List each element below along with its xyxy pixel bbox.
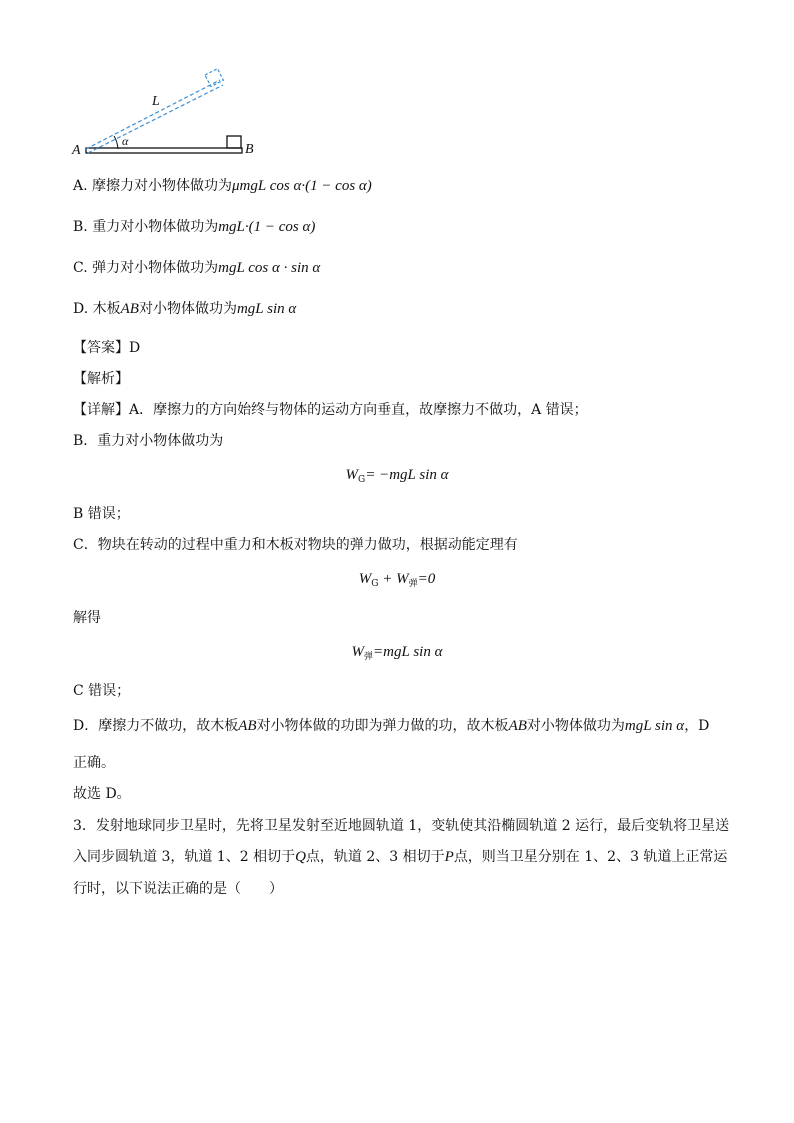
option-b: B. 重力对小物体做功为mgL·(1 − cos α) bbox=[73, 219, 316, 235]
answer-line: 【答案】D bbox=[73, 340, 141, 356]
solve-label: 解得 bbox=[73, 610, 101, 626]
question3-line3: 行时，以下说法正确的是（ ） bbox=[73, 881, 283, 897]
incline-figure bbox=[0, 0, 794, 170]
block-rotated-dashed bbox=[205, 69, 223, 87]
equation-2: $W_G + W_弹=0$ bbox=[358, 571, 436, 589]
label-a: A bbox=[72, 143, 81, 158]
question3-line1: 3．发射地球同步卫星时，先将卫星发射至近地圆轨道 1，变轨使其沿椭圆轨道 2 运行，最后变轨将卫星送 bbox=[73, 818, 730, 834]
option-a: A. 摩擦力对小物体做功为μmgL cos α·(1 − cos α) bbox=[73, 178, 372, 194]
question3-line2: 入同步圆轨道 3，轨道 1、2 相切于Q点，轨道 2、3 相切于P点，则当卫星分别在 1、2、3 轨道上正常运 bbox=[73, 849, 728, 865]
option-c: C. 弹力对小物体做功为mgL cos α · sin α bbox=[73, 260, 321, 276]
explanation-d: D．摩擦力不做功，故木板AB对小物体做的功即为弹力做的功，故木板AB对小物体做功为mgL sin α，D bbox=[73, 718, 710, 734]
explanation-a: 【详解】A．摩擦力的方向始终与物体的运动方向垂直，故摩擦力不做功，A 错误； bbox=[73, 402, 588, 418]
conclusion: 故选 D。 bbox=[73, 786, 131, 802]
explanation-b: B．重力对小物体做功为 bbox=[73, 433, 224, 449]
label-l: L bbox=[152, 94, 160, 109]
option-d: D. 木板AB对小物体做功为mgL sin α bbox=[73, 301, 297, 317]
analysis-label: 【解析】 bbox=[73, 371, 129, 387]
label-b: B bbox=[245, 142, 254, 157]
board-ab bbox=[86, 148, 242, 153]
equation-1: $W_G= -mgL$ sin α bbox=[345, 467, 449, 485]
block-at-b bbox=[227, 136, 241, 148]
equation-3: $W_弹=mgL$ sin α bbox=[351, 644, 443, 662]
explanation-c: C．物块在转动的过程中重力和木板对物块的弹力做功，根据动能定理有 bbox=[73, 537, 518, 553]
b-wrong: B 错误； bbox=[73, 506, 130, 522]
rotated-board-dashed bbox=[86, 80, 223, 153]
d-correct: 正确。 bbox=[73, 755, 115, 771]
label-alpha: α bbox=[122, 134, 129, 148]
c-wrong: C 错误； bbox=[73, 683, 131, 699]
